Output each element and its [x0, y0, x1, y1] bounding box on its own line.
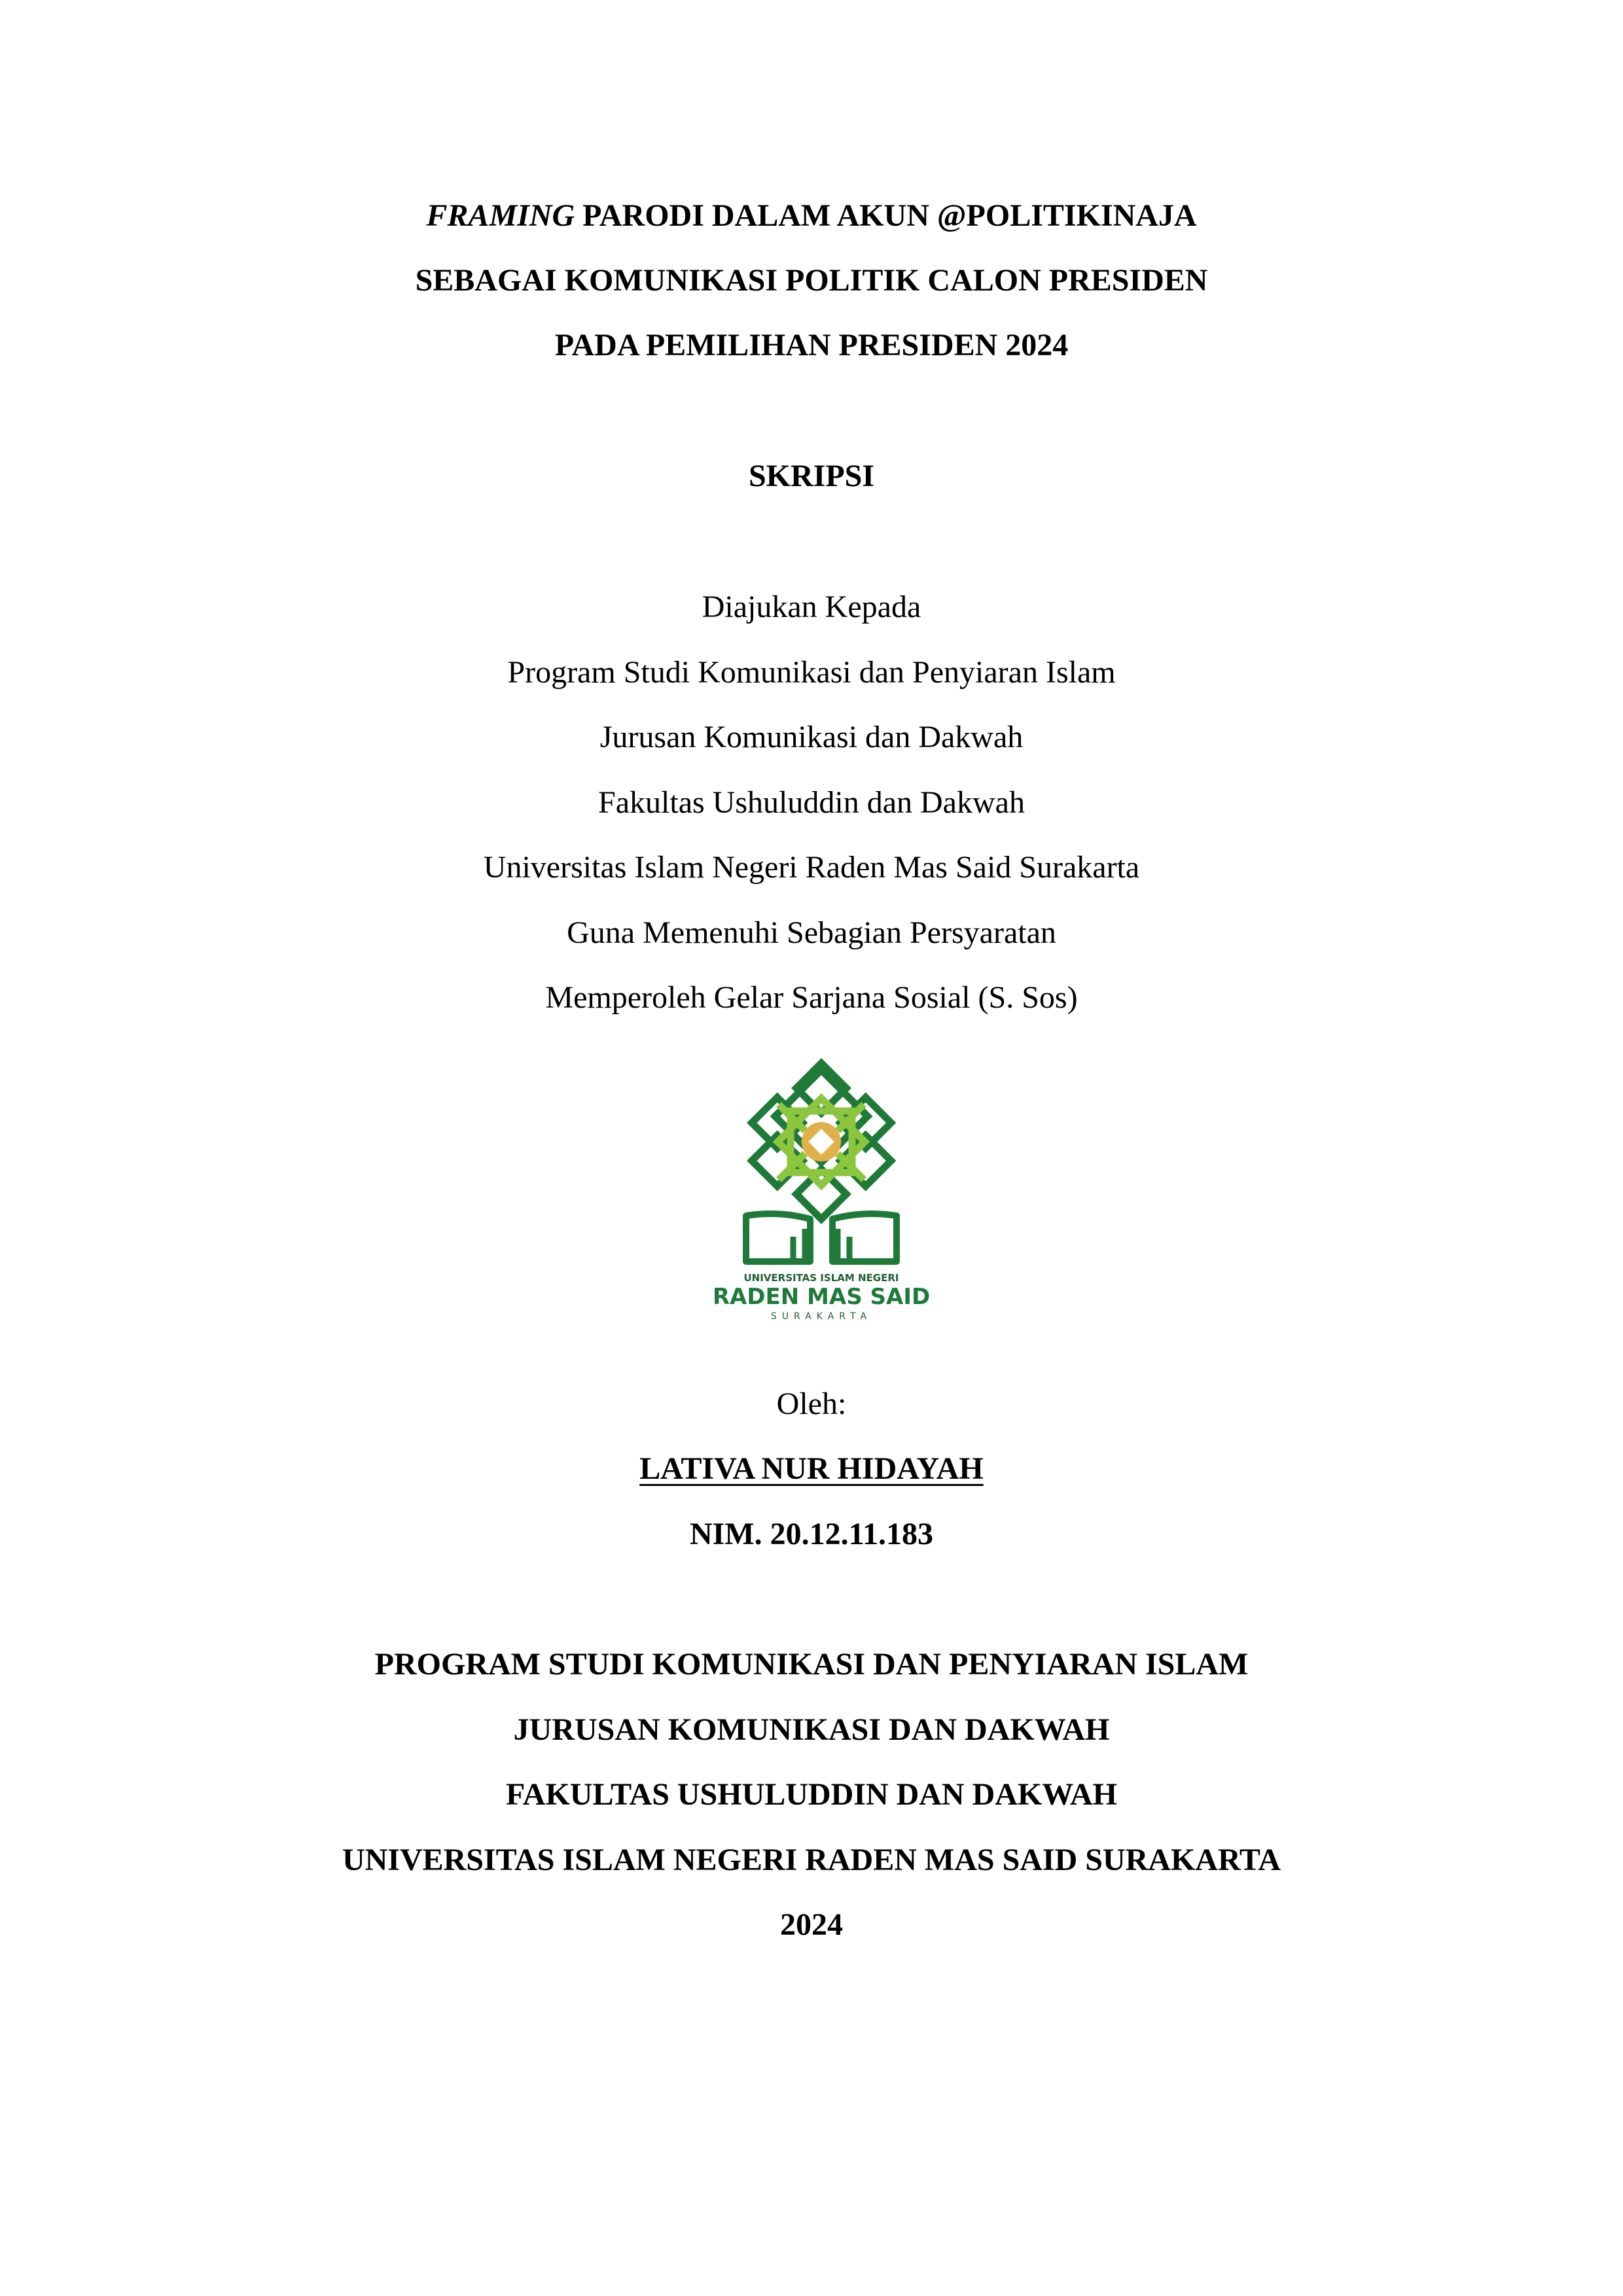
submission-line: Guna Memenuhi Sebagian Persyaratan	[567, 915, 1056, 950]
institution-line: FAKULTAS USHULUDDIN DAN DAKWAH	[506, 1777, 1117, 1812]
title-italic-word: FRAMING	[426, 198, 575, 233]
star-ornament-icon	[752, 1063, 891, 1219]
thesis-title-line-1	[0, 196, 1623, 236]
year: 2024	[780, 1907, 843, 1942]
author-by-label: Oleh:	[776, 1386, 847, 1421]
author-name-line	[0, 1449, 1623, 1489]
thesis-title-line-2: SEBAGAI KOMUNIKASI POLITIK CALON PRESIDEN	[415, 263, 1208, 298]
author-name: LATIVA NUR HIDAYAH	[639, 1451, 984, 1486]
document-type: SKRIPSI	[748, 459, 875, 493]
author-nim: NIM. 20.12.11.183	[690, 1517, 933, 1551]
submission-line: Program Studi Komunikasi dan Penyiaran Islam	[507, 655, 1116, 690]
title-line-1-rest: PARODI DALAM AKUN @POLITIKINAJA	[575, 198, 1197, 233]
submission-line: Fakultas Ushuluddin dan Dakwah	[598, 785, 1025, 820]
thesis-title-line-3: PADA PEMILIHAN PRESIDEN 2024	[554, 328, 1069, 362]
logo-text-line-2: RADEN MAS SAID	[712, 1284, 931, 1310]
logo-text-line-3: SURAKARTA	[770, 1311, 872, 1322]
submission-line: Jurusan Komunikasi dan Dakwah	[599, 720, 1024, 754]
submission-line: Memperoleh Gelar Sarjana Sosial (S. Sos)	[545, 980, 1078, 1015]
institution-line: UNIVERSITAS ISLAM NEGERI RADEN MAS SAID SURAKARTA	[342, 1843, 1281, 1877]
university-logo	[712, 1065, 931, 1327]
submission-line: Universitas Islam Negeri Raden Mas Said Surakarta	[483, 850, 1140, 885]
submission-line: Diajukan Kepada	[702, 590, 921, 624]
institution-line: PROGRAM STUDI KOMUNIKASI DAN PENYIARAN ISLAM	[374, 1647, 1249, 1682]
logo-text-line-1: UNIVERSITAS ISLAM NEGERI	[743, 1272, 899, 1284]
institution-line: JURUSAN KOMUNIKASI DAN DAKWAH	[513, 1712, 1110, 1747]
